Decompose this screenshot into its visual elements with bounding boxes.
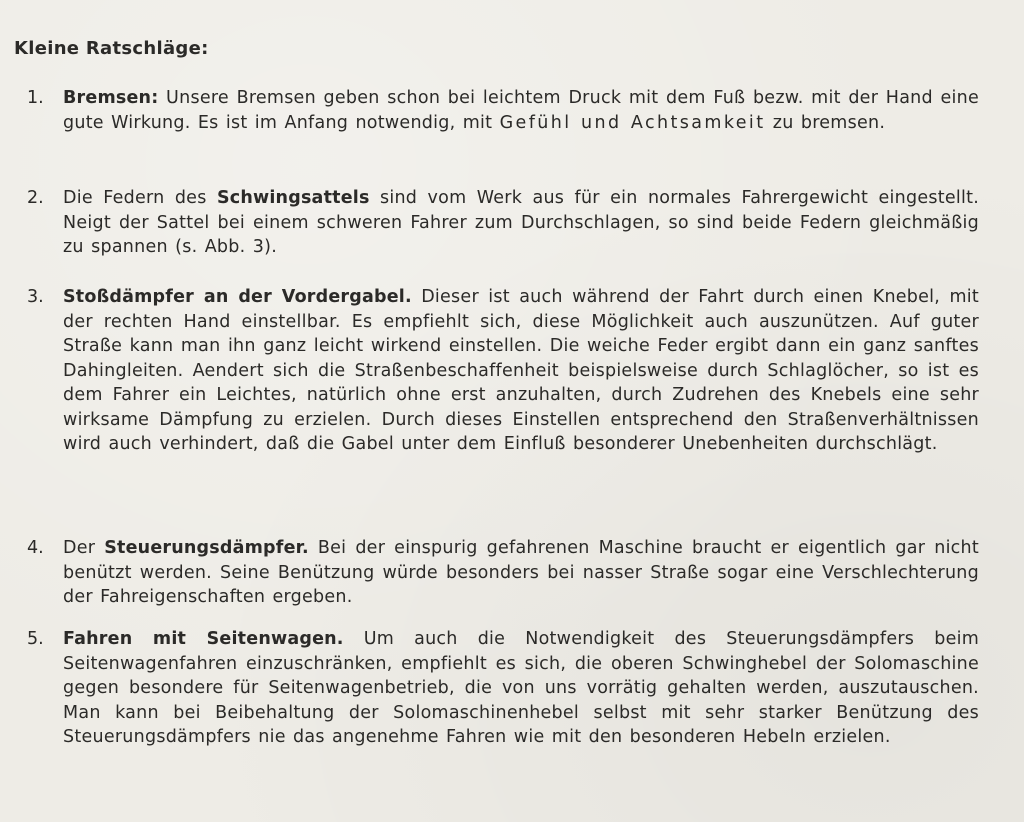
tip-text (63, 86, 979, 135)
tip-text (63, 627, 979, 750)
tip-title: Steuerungsdämpfer. (104, 538, 309, 558)
tip-title: Stoßdämpfer an der Vordergabel. (63, 287, 412, 307)
tip-title: Bremsen: (63, 88, 159, 108)
tip-title: Schwingsattels (216, 188, 370, 208)
tip-number: 4. (27, 538, 44, 558)
tip-title: Fahren mit Seitenwagen. (63, 629, 344, 649)
tip-number: 5. (27, 629, 44, 649)
tip-text-segment: Unsere Bremsen geben schon bei leichtem Druck mit dem Fuß bezw. mit der Hand eine gute Wirkung. Es ist im Anfang notwendig, mit (63, 88, 979, 133)
page-heading: Kleine Ratschläge: (14, 38, 209, 59)
tip-text-segment: Um auch die Notwendigkeit des Steuerungsdämpfers beim Seitenwagenfahren einzuschränken, empfiehlt es sich, die oberen Schwinghebel der Solomaschine gegen besondere für Seitenwagenbetrieb, die von uns vorrätig gehalten werden, auszutauschen. Man kann bei Beibehaltung der Solomaschinenhebel selbst mit sehr starker Benützung des Steuerungsdämpfers nie das angenehme Fahren wie mit den besonderen Hebeln erzielen. (63, 629, 979, 747)
tip-text (63, 186, 979, 260)
tip-text-segment: Der (63, 538, 105, 558)
tip-text (63, 536, 979, 610)
tip-text-segment: sind vom Werk aus für ein normales Fahrergewicht eingestellt. Neigt der Sattel bei einem schweren Fahrer zum Durchschlagen, so sind beide Federn gleichmäßig zu spannen (s. Abb. 3). (63, 188, 980, 257)
tip-text-segment: zu bremsen. (765, 112, 886, 133)
tip-text-segment: Bei der einspurig gefahrenen Maschine braucht er eigentlich gar nicht benützt werden. Seine Benützung würde besonders bei nasser Straße sogar eine Verschlechterung der Fahreigenschaften ergeben. (63, 538, 980, 607)
tip-text (63, 285, 979, 457)
tip-number: 2. (27, 188, 44, 208)
tip-text-emphasis: Gefühl und Achtsamkeit (499, 112, 766, 133)
tip-text-segment: Die Federn des (63, 188, 217, 208)
tip-number: 3. (27, 287, 44, 307)
tip-number: 1. (27, 88, 44, 108)
tip-text-segment: Dieser ist auch während der Fahrt durch einen Knebel, mit der rechten Hand einstellbar. Es empfiehlt sich, diese Möglichkeit auch auszunützen. Auf guter Straße kann man ihn ganz leicht wirkend einstellen. Die weiche Feder ergibt dann ein ganz sanftes Dahingleiten. Aendert sich die Straßenbeschaffenheit beispielsweise durch Schlaglöcher, so ist es dem Fahrer ein Leichtes, natürlich ohne erst anzuhalten, durch Zudrehen des Knebels eine sehr wirksame Dämpfung zu erzielen. Durch dieses Einstellen entsprechend den Straßenverhältnissen wird auch verhindert, daß die Gabel unter dem Einfluß besonderer Unebenheiten durchschlägt. (63, 287, 979, 454)
